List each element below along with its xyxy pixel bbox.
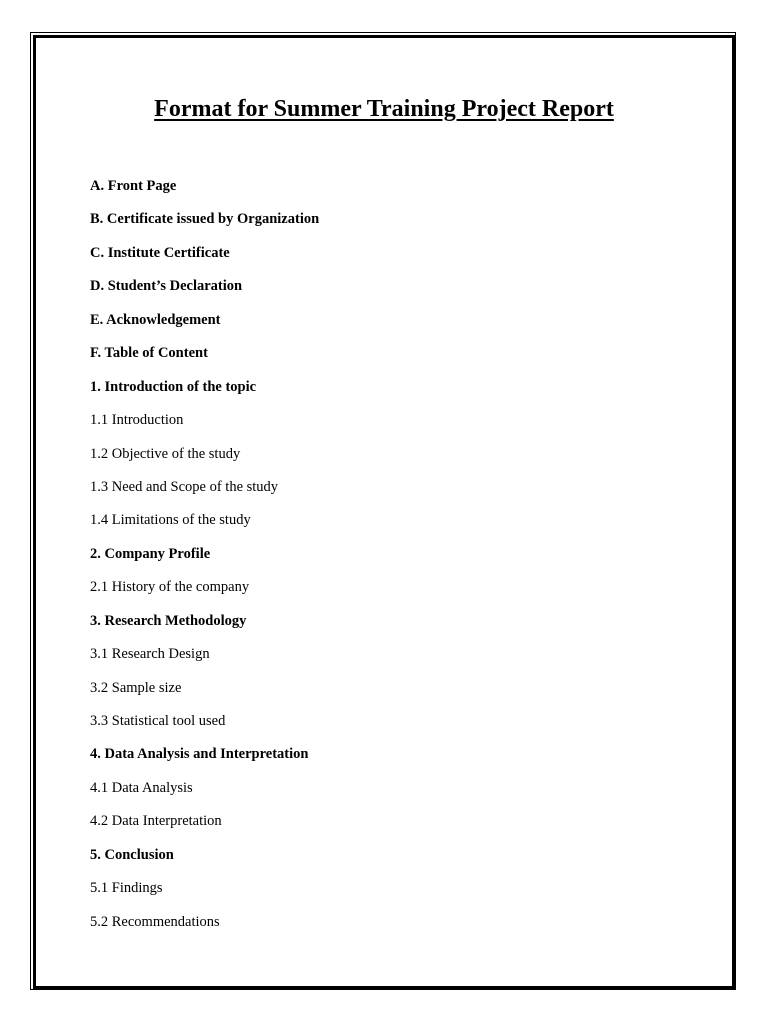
outline-item: 3.2 Sample size <box>90 679 182 696</box>
outline-item: 4.2 Data Interpretation <box>90 813 222 830</box>
outline-item: 1.1 Introduction <box>90 412 184 429</box>
outline-item: 1.2 Objective of the study <box>90 445 241 462</box>
outline-item: 5.1 Findings <box>90 880 163 897</box>
outline-item: 2. Company Profile <box>90 545 211 562</box>
outline-item: 5.2 Recommendations <box>90 913 220 930</box>
outline-item: A. Front Page <box>90 178 177 194</box>
outline-item: C. Institute Certificate <box>90 244 230 261</box>
outline-item: E. Acknowledgement <box>90 311 221 328</box>
outline-item: B. Certificate issued by Organization <box>90 211 320 228</box>
outline-item: 1. Introduction of the topic <box>90 378 257 395</box>
document-title: Format for Summer Training Project Report <box>154 96 614 122</box>
outline-item: 4. Data Analysis and Interpretation <box>90 746 309 763</box>
outline-item: 1.3 Need and Scope of the study <box>90 478 279 495</box>
outline-item: 3. Research Methodology <box>90 612 247 629</box>
outline-item: 2.1 History of the company <box>90 579 250 596</box>
outline-item: F. Table of Content <box>90 345 208 362</box>
outline-item: D. Student’s Declaration <box>90 278 243 295</box>
report-outline-list <box>90 176 690 945</box>
outline-item: 3.3 Statistical tool used <box>90 713 226 729</box>
outline-item: 3.1 Research Design <box>90 646 210 663</box>
outline-item: 4.1 Data Analysis <box>90 779 193 796</box>
outline-item: 1.4 Limitations of the study <box>90 512 251 529</box>
outline-item: 5. Conclusion <box>90 846 174 863</box>
